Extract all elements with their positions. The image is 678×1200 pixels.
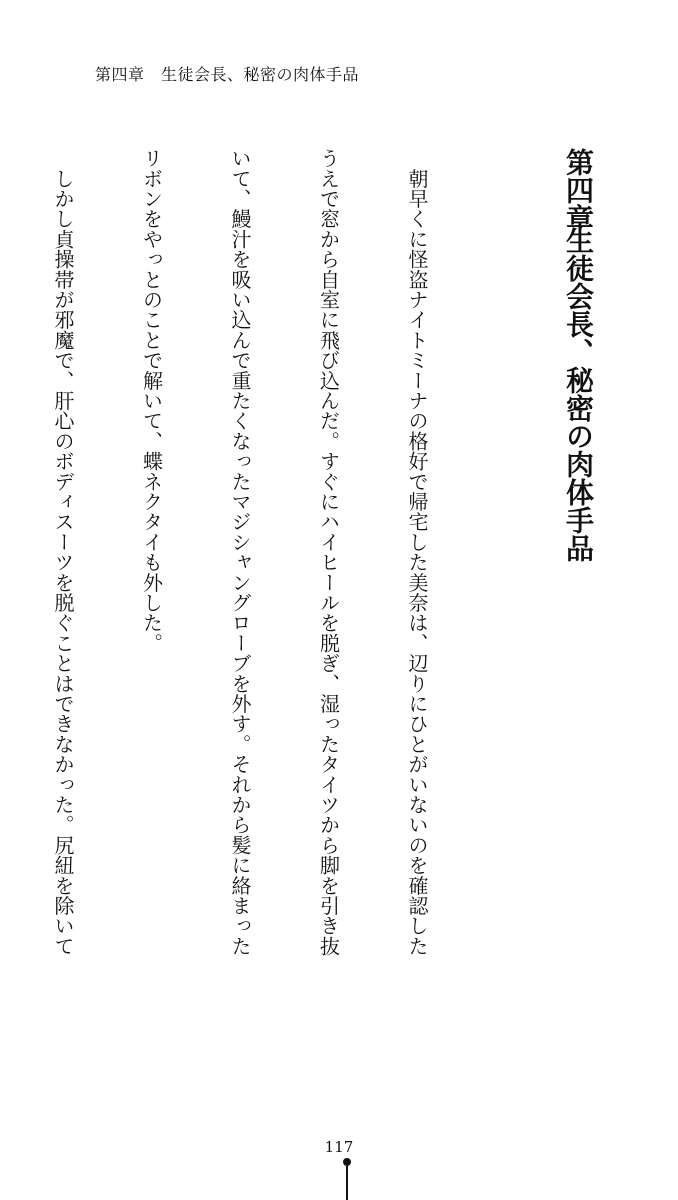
text-line: 朝早くに怪盗ナイトミーナの格好で帰宅した美奈は、辺りにひとがいないのを確認した — [405, 148, 429, 956]
chapter-title: 生徒会長、秘密の肉体手品 — [562, 226, 595, 562]
chapter-number: 第四章 — [562, 148, 595, 232]
running-header: 第四章 生徒会長、秘密の肉体手品 — [95, 65, 360, 84]
text-line: うえで窓から自室に飛び込んだ。すぐにハイヒールを脱ぎ、湿ったタイツから脚を引き抜 — [316, 148, 341, 956]
page-marker-rule — [346, 1166, 348, 1200]
text-line: いて、鰻汁を吸い込んで重たくなったマジシャングローブを外す。それから髪に絡まった — [228, 148, 252, 956]
text-line: しかし貞操帯が邪魔で、肝心のボディスーツを脱ぐことはできなかった。尻紐を除いて — [51, 148, 75, 956]
text-area — [18, 148, 638, 1028]
page-marker-dot — [343, 1158, 351, 1166]
body-text — [0, 148, 490, 1028]
text-line: リボンをやっとのことで解いて、蝶ネクタイも外した。 — [139, 148, 164, 653]
page-number: 117 — [324, 1138, 354, 1156]
